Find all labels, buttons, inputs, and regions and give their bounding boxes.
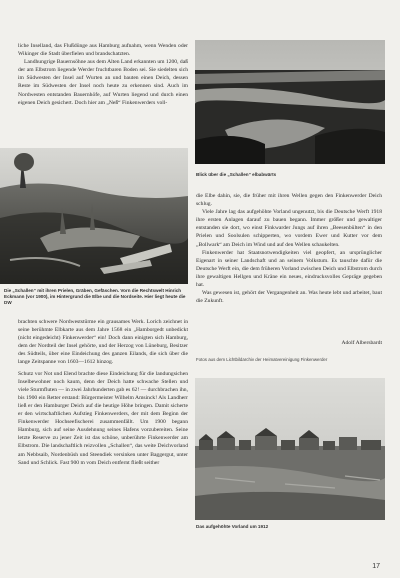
photo-wreck-field — [0, 148, 188, 284]
col1-top-text — [18, 42, 188, 142]
col1-bottom-text — [18, 318, 188, 554]
paragraph: Schutz vor Not und Elend brachte diese Eindeichung für die landungsichen Inselbewohner noch kaum, denn der Deich hatte schwache Stellen und viele Sturmfluten — in zwei Jahrhunderten gab es 62! — durchbrachen ihn, bis 1900 ein Retter erstand: Bürgermeister Wilhelm Amsinck! Als Landherr ließ er den Hamburger Deich auf die heutige Höhe bringen. Damit sicherte er den wirtschaftlichen Aufstieg Finkenwerders, der mit dem Beginn der Finkenwerder Hochseefischerei zusammenfällt. Um 1900 begann Hamburg, sich auf seine Ausdehnung seines Hafens vorzubereiten. Seine letzte Reserve zu jener Zeit ist das schöne, unberührte Finkenwerder am Elbstrom. Die landschaftlich reizvollen „Schallen“, das weite Deichvorland am Nebbsaib, Nordenbüsh und Steendiek versinken unter Baggergut, unter Sand und Schlick. Fast 900 m vom Deich entfernt fließt seither — [18, 370, 188, 466]
paragraph: Viele Jahre lag das aufgehöhte Vorland ungenutzt, bis die Deutsche Werft 1918 ihre ersten Anlagen darauf zu bauen begann. Immer größer und gewaltiger entstanden sie dort, wo einst Finkwarder Jungs auf ihren „Beesenbülten“ in den Prielen und Soolsulen schipperten, wo vordem Ewer und Kutter vor dem „Bollwark“ am Deich im Wind und auf den Wellen schaukelten. — [196, 209, 382, 248]
col2-text — [196, 192, 382, 338]
photo-landscape-flat — [195, 40, 385, 164]
page-number: 17 — [372, 563, 380, 570]
paragraph: Landhungrige Bauernsöhne aus dem Alten Land erkannten um 1200, daß der am Elbstrom liegende Werder fruchtbaren Boden sei. Sie siedelten sich im Südwesten der Insel auf Wurten an und bauten einen Deich, dessen Reste im Südwesten der Insel noch heute zu erkennen sind. Auch im Nordwesten entstanden Bauernhöfe, auf Wurten liegend und durch einen eigenen Deich gesichert. Doch hier am „Neß“ Finkenwerders voll- — [18, 59, 188, 106]
photo-right-bottom — [195, 378, 385, 520]
photo-credit: Fotos aus dem Lichtbildarchiv der Heimatvereinigung Finkenwerder — [196, 357, 328, 362]
paragraph: Was gewesen ist, gehört der Vergangenheit an. Was heute lebt und arbeitet, baut die Zukunft. — [196, 290, 382, 305]
photo-left — [0, 148, 188, 284]
photo-right-top-caption: Blick über die „Schallen“ elbabwärts — [196, 172, 277, 177]
paragraph: Finkenwerder hat Staatsnotwendigkeiten viel geopfert, an ursprünglicher Eigenart in seiner Landschaft und an seinem Volkstum. Es tauschte dafür die Deutsche Werft ein, die dem früheren Vorland zwischen Deich und Elbstrom durch ihre gewaltigen Hellgen und Kräne ein neues, eindrucksvolles Gepräge gegeben hat. — [196, 249, 382, 289]
photo-village-plain — [195, 378, 385, 520]
paragraph: brachten schwere Nordweststürme ein grausames Werk. Lorich zeichnet in seine berühmte Elbkarte aus dem Jahre 1568 ein „Hamborgedt unbedickt (nicht eingedeicht) Finkenwerder“ ein! Doch dann einigten sich Hamburg, dem der Nordteil der Insel gehörte, und der Herzog von Lüneburg, Besitzer des Südteils, über eine Eindeichung des ganzen Eilands, die sich über die lange Zeitspanne von 1603—1612 hinzog. — [18, 319, 188, 366]
photo-right-top — [195, 40, 385, 164]
paragraph: liche Inselland, das Flußdünge aus Hamburg aufnahm, wenn Wenden oder Wikinger die Stadt überfielen und brandschatzten. — [18, 43, 188, 58]
author-name: Adolf Albersbardt — [341, 340, 382, 346]
photo-right-bottom-caption: Das aufgehöhte Vorland um 1912 — [196, 524, 269, 529]
paragraph: die Elbe dahin, sie, die früher mit ihren Wellen gegen den Finkenwerder Deich schlug. — [196, 193, 382, 208]
photo-left-caption: Die „Schallen“ mit ihren Prielen, Gräben, Gefäschen. Vorn die Rechtswelt Hinrich Eckmann (vor 1900), im Hintergrund die Elbe und die Nordseite. Hier liegt heute die DW — [4, 288, 186, 305]
